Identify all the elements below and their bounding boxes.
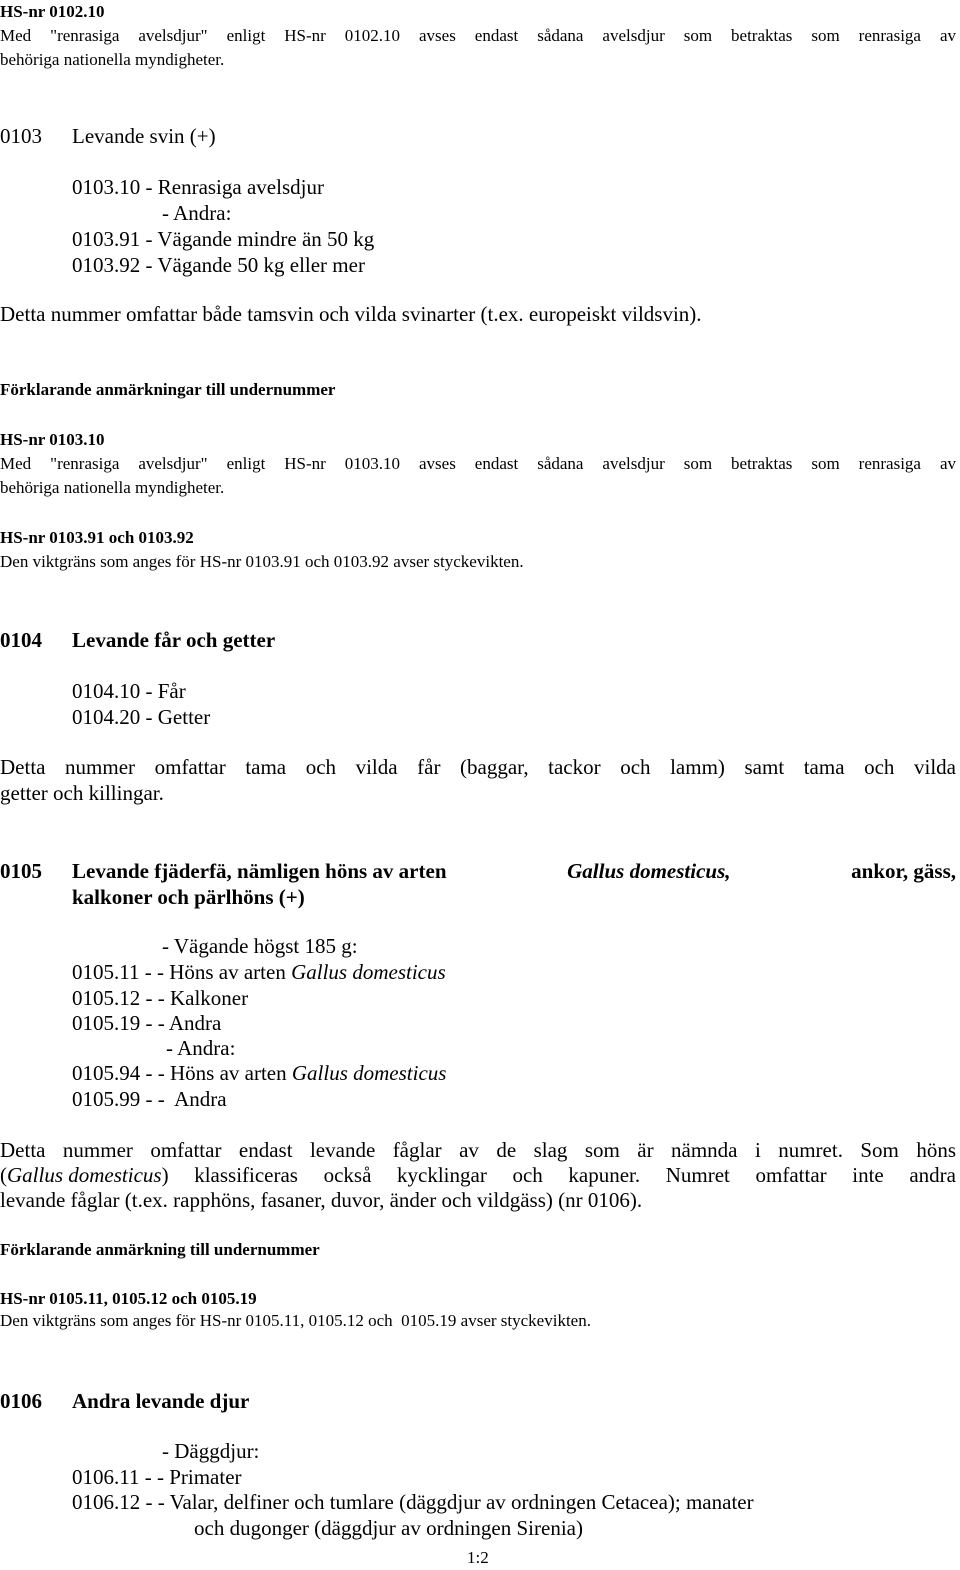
subheading-0105-19: 0105.19 - - Andra [72,1011,222,1035]
subheading-0105-12: 0105.12 - - Kalkoner [72,986,249,1010]
heading-0105-text-end: ankor, gäss, [851,859,956,883]
note-0102-10-line2: behöriga nationella myndigheter. [0,50,225,69]
subheading-0103-91: 0103.91 - Vägande mindre än 50 kg [72,227,375,251]
notes-0103-91-92-text: Den viktgräns som anges för HS-nr 0103.91 och 0103.92 avser styckevikten. [0,552,524,571]
page-number: 1:2 [467,1548,489,1567]
heading-0106-code: 0106 [0,1389,42,1413]
notes-0103-10-heading: HS-nr 0103.10 [0,430,105,449]
notes-0103-91-92-heading: HS-nr 0103.91 och 0103.92 [0,528,194,547]
subheading-0105-94-species: Gallus domesticus [291,1061,447,1085]
scope-0105-line2 [0,1162,956,1188]
subheading-0103-10: 0103.10 - Renrasiga avelsdjur [72,175,324,199]
subheading-0104-10: 0104.10 - Får [72,679,186,703]
scope-0105-paren: ( [0,1163,7,1187]
subheading-0105-99: 0105.99 - - Andra [72,1087,227,1111]
subheading-0105-other: - Andra: [166,1036,236,1060]
subheading-0103-other: - Andra: [162,201,232,225]
notes-0103-heading: Förklarande anmärkningar till undernummer [0,380,336,399]
heading-0104-title: Levande får och getter [72,628,276,652]
subheading-0105-weight: - Vägande högst 185 g: [162,934,358,958]
heading-0105-title-line2: kalkoner och pärlhöns (+) [72,885,305,909]
subheading-0105-11-text: 0105.11 - - Höns av arten [72,960,286,984]
notes-0103-10-line2: behöriga nationella myndigheter. [0,478,225,497]
heading-0103-code: 0103 [0,124,42,148]
heading-0105-code: 0105 [0,859,42,883]
scope-0103: Detta nummer omfattar både tamsvin och vilda svinarter (t.ex. europeiskt vildsvin). [0,302,702,326]
subheading-0106-11: 0106.11 - - Primater [72,1465,242,1489]
heading-0105-species: Gallus domesticus, [567,859,731,883]
subheading-0106-mammals: - Däggdjur: [162,1439,260,1463]
subheading-0104-20: 0104.20 - Getter [72,705,211,729]
scope-0105-line3: levande fåglar (t.ex. rapphöns, fasaner, duvor, änder och vildgäss) (nr 0106). [0,1188,643,1212]
subheading-0106-12-cont: och dugonger (däggdjur av ordningen Sirenia) [194,1516,583,1540]
heading-0103-title: Levande svin (+) [72,124,216,148]
subheading-0102-10: HS-nr 0102.10 [0,2,105,21]
scope-0104-line2: getter och killingar. [0,781,164,805]
notes-0105-11-19-text: Den viktgräns som anges för HS-nr 0105.11, 0105.12 och 0105.19 avser styckevikten. [0,1311,591,1330]
notes-0105-heading: Förklarande anmärkning till undernummer [0,1240,320,1259]
note-0102-10-line1: Med "renrasiga avelsdjur" enligt HS-nr 0102.10 avses endast sådana avelsdjur som betraktas som renrasiga av [0,26,956,45]
scope-0105-species: Gallus domesticus [7,1163,162,1187]
notes-0103-10-line1: Med "renrasiga avelsdjur" enligt HS-nr 0103.10 avses endast sådana avelsdjur som betraktas som renrasiga av [0,454,956,473]
scope-0105-line1: Detta nummer omfattar endast levande fåglar av de slag som är nämnda i numret. Som höns [0,1138,956,1162]
subheading-0105-11 [72,959,446,985]
heading-0106-title: Andra levande djur [72,1389,250,1413]
heading-0105-title-line1 [72,858,956,884]
scope-0105-line2-rest: ) klassificeras också kycklingar och kapuner. Numret omfattar inte andra [161,1163,956,1187]
heading-0104-code: 0104 [0,628,42,652]
subheading-0105-94-text: 0105.94 - - Höns av arten [72,1061,287,1085]
notes-0105-11-19-heading: HS-nr 0105.11, 0105.12 och 0105.19 [0,1289,257,1308]
subheading-0105-94 [72,1060,446,1086]
heading-0105-text: Levande fjäderfä, nämligen höns av arten [72,859,447,883]
scope-0104-line1: Detta nummer omfattar tama och vilda får (baggar, tackor och lamm) samt tama och vilda [0,755,956,779]
subheading-0106-12: 0106.12 - - Valar, delfiner och tumlare (däggdjur av ordningen Cetacea); manater [72,1490,754,1514]
subheading-0103-92: 0103.92 - Vägande 50 kg eller mer [72,253,365,277]
subheading-0105-11-species: Gallus domesticus [291,960,446,984]
